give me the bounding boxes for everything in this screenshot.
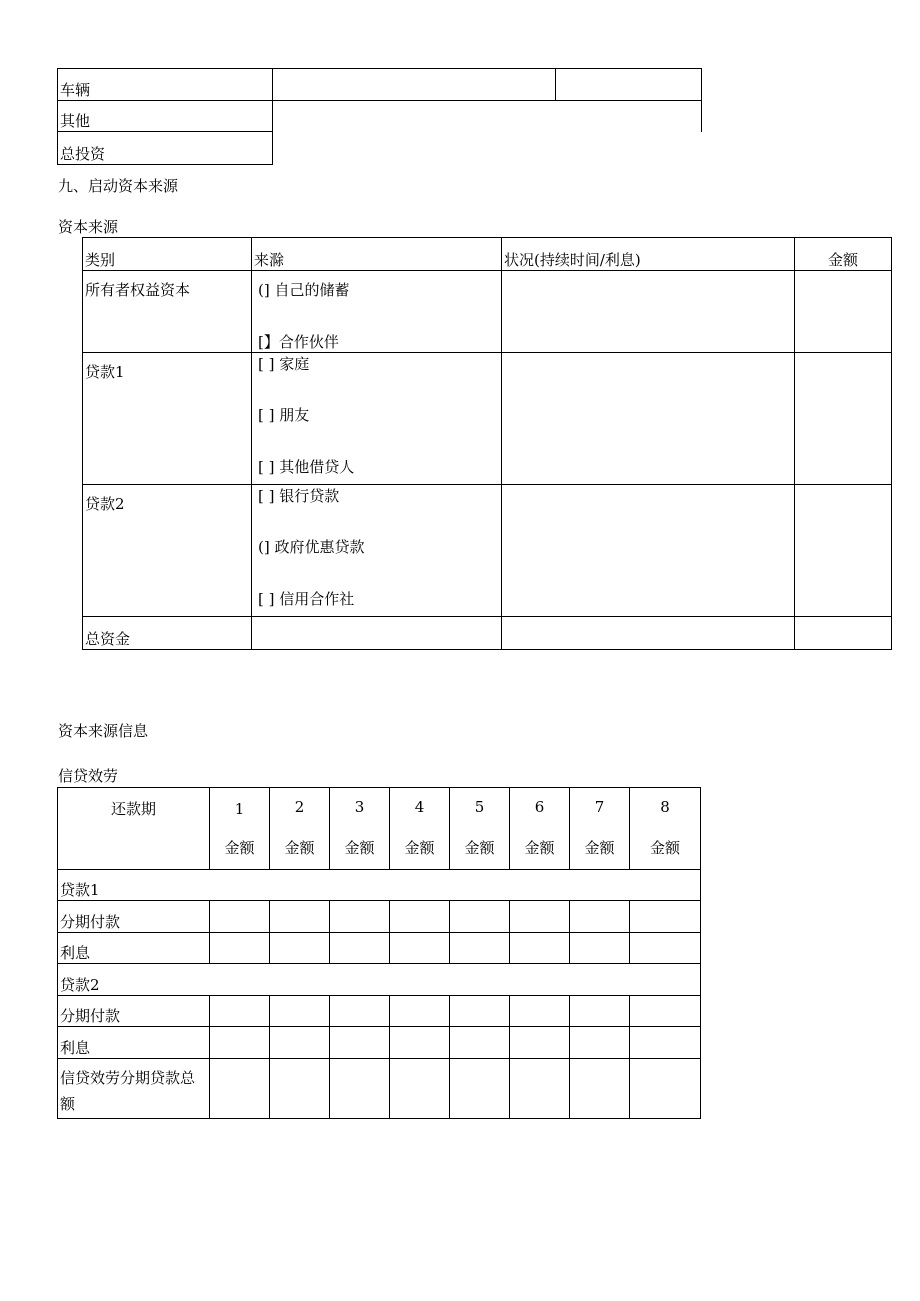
option-own-savings[interactable]: (] 自己的储蓄 — [258, 281, 350, 299]
cell[interactable] — [570, 1059, 630, 1119]
amount-label: 金额 — [344, 839, 375, 857]
cell[interactable] — [502, 353, 795, 485]
period-number: 3 — [354, 798, 365, 816]
cell[interactable] — [210, 933, 270, 964]
cell[interactable] — [450, 996, 510, 1027]
row-label-loan-2: 贷款2 — [58, 964, 701, 996]
amount-label: 金额 — [649, 839, 680, 857]
amount-label: 金额 — [584, 839, 615, 857]
amount-label: 金额 — [524, 839, 555, 857]
amount-label: 金额 — [224, 839, 255, 857]
capital-info-label: 资本来源信息 — [58, 722, 149, 740]
cell[interactable] — [795, 271, 892, 353]
amount-label: 金额 — [284, 839, 315, 857]
row-label-interest: 利息 — [58, 1027, 210, 1059]
category-equity: 所有者权益资本 — [83, 271, 252, 353]
row-label-loan-1: 贷款1 — [58, 870, 701, 901]
period-number: 2 — [294, 798, 305, 816]
option-credit-union[interactable]: [ ] 信用合作社 — [258, 590, 355, 608]
cell[interactable] — [450, 933, 510, 964]
section-title: 九、启动资本来源 — [58, 177, 179, 195]
cell[interactable] — [270, 996, 330, 1027]
cell[interactable] — [570, 1027, 630, 1059]
cell[interactable] — [273, 101, 702, 132]
row-label-interest: 利息 — [58, 933, 210, 964]
period-6 — [510, 788, 570, 870]
capital-source-table — [82, 237, 892, 650]
cell[interactable] — [330, 901, 390, 933]
investment-table — [57, 68, 702, 165]
cell[interactable] — [450, 901, 510, 933]
credit-service-table — [57, 787, 701, 1119]
cell[interactable] — [630, 901, 701, 933]
cell[interactable] — [390, 901, 450, 933]
category-loan-2: 贷款2 — [83, 485, 252, 617]
cell[interactable] — [390, 1059, 450, 1119]
period-number: 1 — [234, 800, 245, 818]
period-number: 8 — [660, 798, 670, 816]
cell[interactable] — [390, 996, 450, 1027]
cell[interactable] — [252, 617, 502, 650]
period-number: 4 — [414, 798, 425, 816]
period-number: 7 — [594, 798, 605, 816]
cell[interactable] — [570, 933, 630, 964]
option-government-loan[interactable]: (] 政府优惠贷款 — [258, 538, 365, 556]
cell[interactable] — [570, 901, 630, 933]
period-3 — [330, 788, 390, 870]
row-label-installment: 分期付款 — [58, 901, 210, 933]
cell[interactable] — [210, 901, 270, 933]
period-8 — [630, 788, 701, 870]
header-repayment-period: 还款期 — [58, 788, 210, 870]
period-5 — [450, 788, 510, 870]
capital-source-label: 资本来源 — [58, 218, 119, 236]
header-source: 来滁 — [252, 238, 502, 271]
header-status: 状况(持续时间/利息) — [502, 238, 795, 271]
source-options — [252, 485, 502, 617]
cell[interactable] — [510, 933, 570, 964]
period-4 — [390, 788, 450, 870]
row-label-credit-total: 信贷效劳分期贷款总额 — [58, 1059, 210, 1119]
amount-label: 金额 — [464, 839, 495, 857]
row-label-other: 其他 — [58, 101, 273, 132]
cell[interactable] — [270, 1027, 330, 1059]
header-category: 类别 — [83, 238, 252, 271]
cell[interactable] — [270, 1059, 330, 1119]
cell[interactable] — [510, 1027, 570, 1059]
cell[interactable] — [390, 933, 450, 964]
row-label-installment: 分期付款 — [58, 996, 210, 1027]
cell[interactable] — [270, 933, 330, 964]
header-amount: 金额 — [795, 238, 892, 271]
cell[interactable] — [450, 1059, 510, 1119]
option-family[interactable]: [ ] 家庭 — [258, 355, 310, 373]
option-friends[interactable]: [ ] 朋友 — [258, 406, 310, 424]
option-partner[interactable]: [】合作伙伴 — [258, 333, 339, 351]
cell[interactable] — [210, 996, 270, 1027]
cell[interactable] — [330, 1059, 390, 1119]
period-number: 6 — [534, 798, 545, 816]
cell[interactable] — [210, 1059, 270, 1119]
cell[interactable] — [502, 485, 795, 617]
source-options — [252, 271, 502, 353]
cell[interactable] — [390, 1027, 450, 1059]
period-7 — [570, 788, 630, 870]
amount-label: 金额 — [404, 839, 435, 857]
source-options — [252, 353, 502, 485]
row-label-total-investment: 总投资 — [58, 132, 273, 165]
cell[interactable] — [502, 617, 795, 650]
cell[interactable] — [630, 933, 701, 964]
cell[interactable] — [450, 1027, 510, 1059]
period-number: 5 — [474, 798, 485, 816]
cell[interactable] — [330, 1027, 390, 1059]
cell[interactable] — [510, 901, 570, 933]
cell[interactable] — [630, 1027, 701, 1059]
option-bank-loan[interactable]: [ ] 银行贷款 — [258, 487, 340, 505]
cell[interactable] — [795, 485, 892, 617]
cell[interactable] — [510, 1059, 570, 1119]
category-loan-1: 贷款1 — [83, 353, 252, 485]
cell[interactable] — [556, 69, 702, 101]
cell[interactable] — [795, 617, 892, 650]
cell[interactable] — [330, 996, 390, 1027]
period-2 — [270, 788, 330, 870]
cell[interactable] — [502, 271, 795, 353]
cell[interactable] — [273, 69, 556, 101]
credit-service-label: 信贷效劳 — [58, 767, 119, 785]
option-other-lenders[interactable]: [ ] 其他借贷人 — [258, 458, 355, 476]
cell[interactable] — [510, 996, 570, 1027]
cell[interactable] — [210, 1027, 270, 1059]
period-1 — [210, 788, 270, 870]
row-label-vehicle: 车辆 — [58, 69, 273, 101]
cell[interactable] — [330, 933, 390, 964]
cell[interactable] — [570, 996, 630, 1027]
category-total-funds: 总资金 — [83, 617, 252, 650]
cell[interactable] — [630, 1059, 701, 1119]
cell[interactable] — [795, 353, 892, 485]
cell[interactable] — [630, 996, 701, 1027]
cell[interactable] — [270, 901, 330, 933]
